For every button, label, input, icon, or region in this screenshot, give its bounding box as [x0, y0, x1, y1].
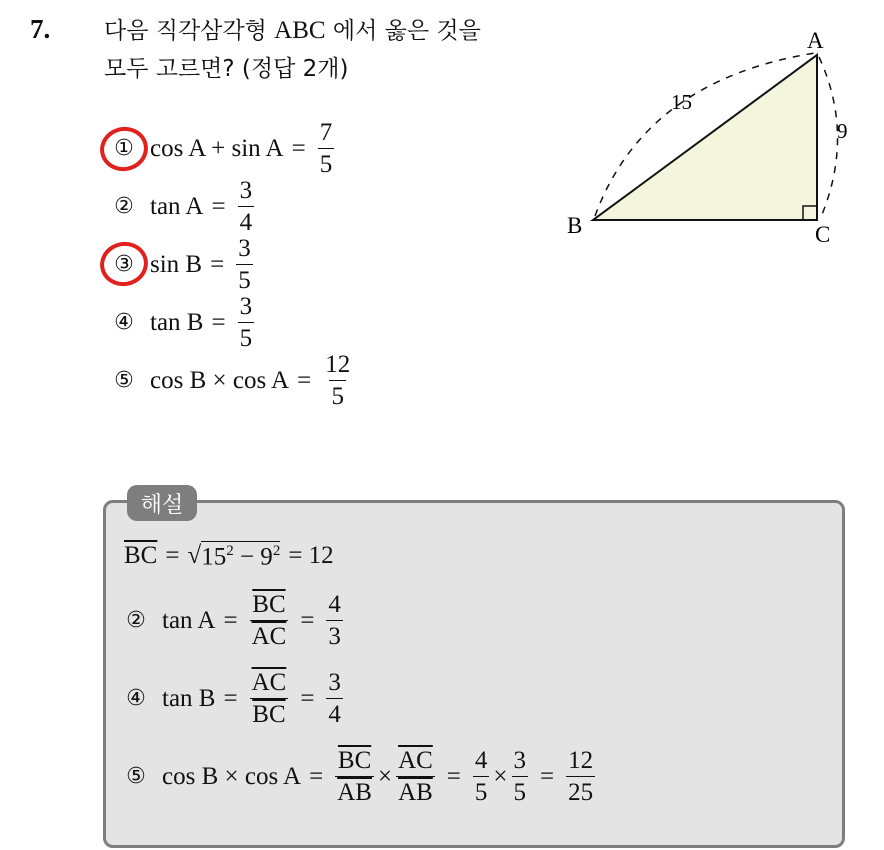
- choice-lhs: cos B × cos A: [150, 366, 290, 394]
- question-line-1: 다음 직각삼각형 ABC 에서 옳은 것을: [104, 17, 481, 44]
- question-number: 7.: [30, 14, 51, 44]
- choice-fraction: $\frac{7}{5}$: [319, 119, 333, 178]
- solution-line-4: ⑤ cos B × cos A = $\frac{\overline{BC}}{AB}$ × $\frac{\overline{AC}}{AB}$ = $\frac{4}{5}$ × $\frac{3}{5}$ = $\frac{12}{25}$: [126, 747, 594, 806]
- choice-2[interactable]: ② tan A = $\frac{3}{4}$: [112, 176, 258, 237]
- question-text: [104, 12, 481, 88]
- choice-lhs: tan A: [150, 192, 204, 220]
- vertex-a-label: A: [807, 28, 824, 53]
- vertex-c-label: C: [815, 222, 831, 247]
- choice-4[interactable]: ④ tan B = $\frac{3}{5}$: [112, 292, 258, 353]
- solution-line-1: $\overline{BC}$ = √ $15^2 - 9^2$ = 12: [124, 542, 334, 571]
- arc-ac: [819, 57, 838, 217]
- solution-tag: 해설: [127, 485, 197, 521]
- question-line-2: 모두 고르면? (정답 2개): [104, 56, 349, 82]
- choice-5[interactable]: ⑤ cos B × cos A = $\frac{12}{5}$: [112, 350, 356, 411]
- choice-fraction: $\frac{3}{5}$: [239, 293, 253, 352]
- choice-lhs: cos A + sin A: [150, 134, 284, 162]
- choice-lhs: sin B: [150, 250, 203, 278]
- solution-line-3: ④ tan B = $\frac{\overline{AC}}{BC}$ = $\frac{3}{4}$: [126, 669, 341, 728]
- choice-lhs: tan B: [150, 308, 204, 336]
- sqrt-symbol: √: [187, 542, 202, 570]
- choice-fraction: $\frac{3}{4}$: [239, 177, 253, 236]
- choice-mark: ③: [114, 252, 134, 277]
- length-ac-label: 9: [837, 119, 848, 143]
- length-ab-label: 15: [671, 90, 692, 114]
- choice-fraction: $\frac{3}{5}$: [238, 235, 251, 294]
- triangle-fill: [593, 55, 817, 220]
- choice-mark: ①: [114, 136, 134, 161]
- solution-line-2: ② tan A = $\frac{\overline{BC}}{AC}$ = $\frac{4}{3}$: [126, 591, 341, 650]
- choice-fraction: $\frac{12}{5}$: [325, 351, 351, 410]
- sqrt-radicand: $15^2 - 9^2$: [201, 543, 281, 571]
- choice-3[interactable]: ③ sin B = $\frac{3}{5}$: [112, 234, 257, 295]
- choice-mark: ④: [114, 310, 134, 335]
- triangle-name: ABC: [274, 17, 326, 44]
- choice-1[interactable]: ① cos A + sin A = $\frac{7}{5}$: [112, 118, 338, 179]
- right-triangle-figure: [555, 20, 875, 260]
- choice-mark: ⑤: [114, 368, 134, 393]
- choice-mark: ②: [114, 194, 134, 219]
- vertex-b-label: B: [567, 213, 583, 238]
